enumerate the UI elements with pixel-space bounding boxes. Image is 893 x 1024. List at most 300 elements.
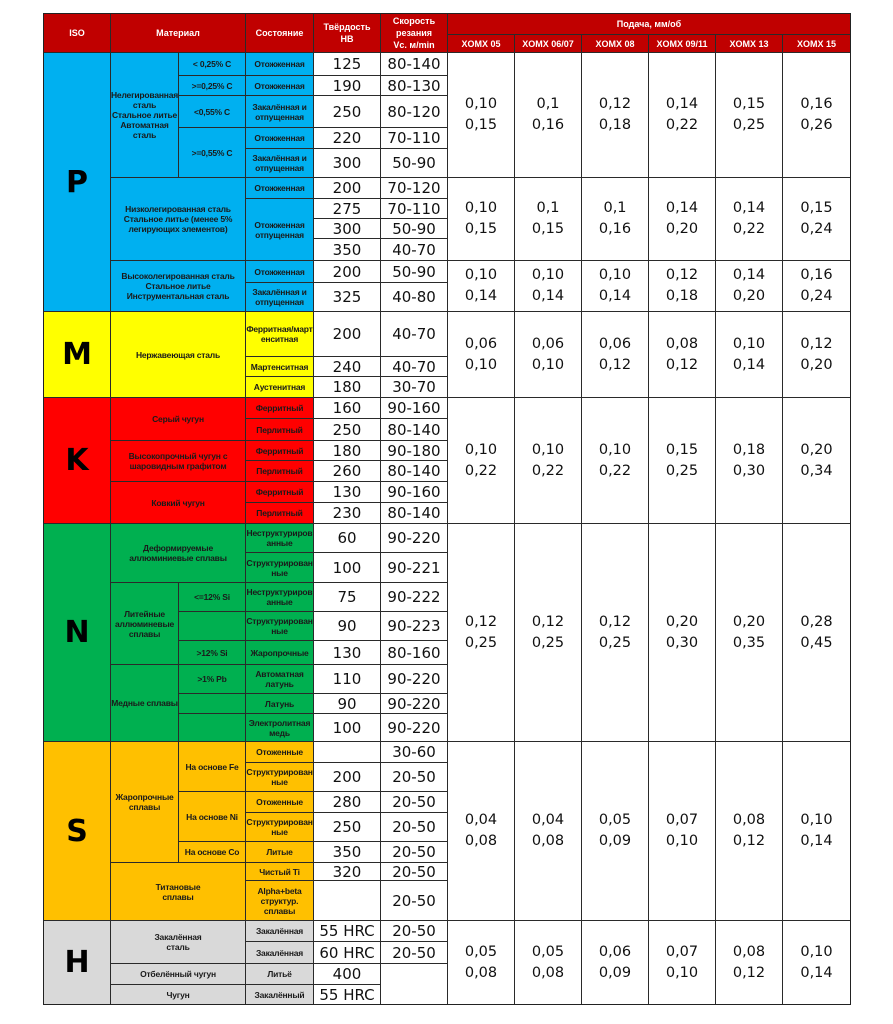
state-cell — [245, 963, 314, 985]
hardness-cell-text: 90 — [337, 617, 357, 635]
feed-min: 0,20 — [800, 441, 833, 458]
feed-max: 0,22 — [665, 117, 699, 133]
speed-cell-text: 80-160 — [387, 643, 441, 662]
feed-min: 0,20 — [732, 613, 766, 630]
speed-cell-text: 90-220 — [387, 718, 441, 737]
speed-cell — [380, 218, 448, 239]
hardness-cell — [313, 791, 381, 813]
feed-cell — [514, 311, 582, 398]
subgroup-cell — [178, 95, 246, 128]
subgroup-cell-text: >12% Si — [196, 647, 228, 658]
speed-cell — [380, 502, 448, 524]
hardness-cell-text: 325 — [332, 288, 362, 306]
feed-cell — [715, 260, 783, 312]
hardness-cell — [313, 713, 381, 742]
hardness-cell — [313, 52, 381, 76]
hardness-cell — [313, 502, 381, 524]
iso-letter-h-text: H — [64, 945, 90, 980]
state-cell-text: Аустенитная — [253, 382, 306, 392]
feed-max: 0,18 — [665, 288, 699, 304]
hardness-cell-text: 190 — [332, 76, 362, 95]
material-cell-text: Закалённая сталь — [154, 932, 202, 952]
hardness-cell — [313, 440, 381, 461]
speed-cell-text: 20-50 — [392, 843, 436, 861]
state-cell — [245, 440, 314, 461]
header-feed-column-text: XOMX 08 — [595, 38, 635, 49]
state-cell-text: Отожженная — [254, 133, 305, 143]
state-cell-text: Закалённая и отпущенная — [252, 101, 307, 122]
speed-cell-text: 20-50 — [392, 922, 436, 940]
feed-max: 0,20 — [665, 221, 699, 237]
state-cell-text: Ферритный — [255, 445, 304, 456]
speed-cell-text: 80-140 — [387, 420, 441, 439]
hardness-cell-text: 250 — [332, 420, 362, 439]
state-cell-text: Литьё — [267, 969, 292, 979]
material-cell-text: Серый чугун — [152, 414, 204, 424]
state-cell — [245, 177, 314, 199]
feed-cell — [581, 397, 649, 524]
iso-letter-s — [43, 741, 111, 921]
subgroup-cell-text: <=12% Si — [194, 592, 230, 602]
hardness-cell-text: 230 — [332, 504, 362, 522]
state-cell-text: Мартенситная — [250, 361, 309, 372]
material-cell — [110, 440, 246, 482]
iso-letter-k-text: K — [65, 443, 89, 478]
hardness-cell — [313, 260, 381, 283]
state-cell-text: Автоматная латунь — [255, 669, 304, 689]
feed-min: 0,12 — [464, 613, 498, 630]
state-cell-text: Жаропрочные — [250, 647, 309, 658]
state-cell — [245, 198, 314, 261]
header-feed-column — [648, 34, 716, 53]
feed-max: 0,08 — [531, 833, 565, 849]
speed-cell-text: 90-220 — [387, 529, 441, 547]
state-cell-text: Электролитная медь — [248, 717, 311, 738]
feed-min: 0,10 — [732, 335, 766, 352]
iso-letter-h — [43, 920, 111, 1005]
iso-letter-k — [43, 397, 111, 524]
feed-max: 0,30 — [665, 634, 699, 651]
speed-cell — [380, 311, 448, 357]
hardness-cell — [313, 75, 381, 96]
header-feed-text: Подача, мм/об — [616, 19, 682, 29]
state-cell-text: Закалённая и отпущенная — [252, 153, 307, 173]
state-cell — [245, 611, 314, 641]
header-state — [245, 13, 314, 53]
hardness-cell-text: 75 — [337, 588, 357, 606]
speed-cell — [380, 356, 448, 377]
state-cell-text: Неструктурированные — [246, 587, 313, 607]
material-cell-text: Деформируемые аллюминиевые сплавы — [129, 543, 227, 563]
speed-cell-text: 80-140 — [387, 462, 441, 480]
hardness-cell-text: 55 HRC — [319, 922, 375, 940]
hardness-cell-text: 300 — [332, 219, 362, 238]
state-cell — [245, 693, 314, 714]
feed-cell — [782, 523, 851, 742]
hardness-cell — [313, 841, 381, 863]
header-material — [110, 13, 246, 53]
state-cell-text: Отожженная — [254, 266, 305, 277]
feed-cell — [581, 920, 649, 1005]
state-cell — [245, 741, 314, 763]
feed-min: 0,18 — [732, 441, 766, 458]
speed-cell-text: 40-70 — [392, 240, 436, 259]
feed-max: 0,12 — [598, 356, 632, 373]
state-cell — [245, 713, 314, 742]
header-state-text: Состояние — [255, 28, 304, 38]
state-cell-text: Отожженная отпущенная — [254, 219, 305, 240]
state-cell — [245, 664, 314, 694]
material-cell-text: Титановые сплавы — [155, 881, 201, 902]
hardness-cell — [313, 238, 381, 261]
feed-cell — [715, 920, 783, 1005]
feed-min: 0,04 — [464, 812, 498, 828]
state-cell-text: Перлитный — [256, 466, 303, 476]
feed-max: 0,20 — [732, 288, 766, 304]
feed-cell — [648, 741, 716, 921]
speed-cell-text: 80-140 — [387, 504, 441, 522]
feed-cell — [447, 177, 515, 261]
material-cell-text: Нержавеющая сталь — [135, 349, 221, 360]
hardness-cell-text: 100 — [332, 718, 362, 737]
feed-min: 0,06 — [531, 335, 565, 352]
material-cell-text: Отбелённый чугун — [140, 969, 216, 979]
header-feed-column-text: XOMX 09/11 — [656, 38, 708, 49]
hardness-cell-text: 250 — [332, 102, 362, 121]
hardness-cell — [313, 640, 381, 665]
hardness-cell-text: 280 — [332, 793, 362, 811]
feed-min: 0,10 — [464, 200, 498, 216]
hardness-cell-text: 400 — [332, 965, 362, 983]
speed-cell-text: 70-110 — [387, 129, 441, 147]
feed-max: 0,22 — [464, 462, 498, 479]
hardness-cell — [313, 880, 381, 921]
speed-cell — [380, 238, 448, 261]
hardness-cell — [313, 741, 381, 763]
speed-cell-text: 50-90 — [392, 262, 436, 281]
state-cell — [245, 148, 314, 178]
subgroup-cell-text: >=0,25% C — [191, 80, 233, 91]
hardness-cell-text: 250 — [332, 818, 362, 836]
speed-cell-text: 70-120 — [387, 179, 441, 197]
feed-cell — [581, 52, 649, 178]
hardness-cell-text: 200 — [332, 262, 362, 281]
hardness-cell-text: 180 — [332, 441, 362, 460]
feed-min: 0,05 — [598, 812, 632, 828]
subgroup-cell-text: >1% Pb — [197, 674, 227, 684]
speed-cell — [380, 812, 448, 842]
material-cell — [110, 963, 246, 985]
state-cell — [245, 862, 314, 881]
speed-cell-text: 90-160 — [387, 399, 441, 417]
state-cell-text: Литые — [266, 847, 293, 857]
feed-max: 0,12 — [665, 356, 699, 373]
feed-max: 0,34 — [800, 462, 833, 479]
speed-cell-text: 20-50 — [392, 793, 436, 811]
feed-cell — [648, 52, 716, 178]
speed-cell — [380, 640, 448, 665]
feed-max: 0,25 — [598, 634, 632, 651]
subgroup-cell — [178, 713, 246, 742]
iso-letter-p — [43, 52, 111, 312]
speed-cell — [380, 791, 448, 813]
subgroup-cell — [178, 127, 246, 178]
speed-cell-text: 90-222 — [387, 588, 441, 606]
hardness-cell — [313, 611, 381, 641]
hardness-cell-text: 100 — [332, 558, 362, 577]
speed-cell — [380, 52, 448, 76]
iso-letter-n-text: N — [64, 615, 90, 650]
feed-min: 0,07 — [665, 812, 699, 828]
material-cell — [110, 984, 246, 1005]
material-cell-text: Высоколегированная сталь Стальное литье Инструментальная сталь — [121, 271, 235, 301]
hardness-cell-text: 130 — [332, 483, 362, 501]
header-speed-text: Скорость резания Vc. м/min — [392, 16, 436, 50]
feed-max: 0,22 — [732, 221, 766, 237]
hardness-cell-text: 320 — [332, 862, 362, 881]
hardness-cell — [313, 397, 381, 419]
state-cell — [245, 920, 314, 942]
feed-min: 0,05 — [531, 943, 565, 960]
header-feed-column — [715, 34, 783, 53]
speed-cell — [380, 282, 448, 312]
speed-cell — [380, 148, 448, 178]
feed-max: 0,09 — [598, 964, 632, 981]
speed-cell — [380, 693, 448, 714]
state-cell — [245, 640, 314, 665]
material-cell — [110, 862, 246, 921]
speed-cell — [380, 741, 448, 763]
subgroup-cell — [178, 693, 246, 714]
feed-cell — [447, 920, 515, 1005]
hardness-cell — [313, 693, 381, 714]
speed-cell — [380, 440, 448, 461]
state-cell-text: Латунь — [264, 698, 295, 709]
header-feed-column — [782, 34, 851, 53]
hardness-cell — [313, 198, 381, 219]
speed-cell-text: 20-50 — [392, 818, 436, 836]
feed-cell — [514, 260, 582, 312]
feed-cell — [447, 260, 515, 312]
feed-cell — [447, 52, 515, 178]
state-cell — [245, 260, 314, 283]
speed-cell — [380, 481, 448, 503]
speed-cell — [380, 75, 448, 96]
material-cell — [110, 664, 179, 742]
feed-max: 0,08 — [531, 964, 565, 981]
speed-cell-text: 70-110 — [387, 199, 441, 218]
state-cell — [245, 460, 314, 482]
iso-letter-m — [43, 311, 111, 398]
hardness-cell-text: 90 — [337, 694, 357, 713]
speed-cell — [380, 552, 448, 583]
feed-max: 0,09 — [598, 833, 632, 849]
feed-max: 0,14 — [800, 964, 833, 981]
speed-cell — [380, 941, 448, 964]
state-cell — [245, 127, 314, 149]
speed-cell-text: 30-60 — [392, 743, 436, 761]
feed-max: 0,12 — [732, 964, 766, 981]
iso-letter-m-text: M — [62, 337, 92, 372]
hardness-cell — [313, 481, 381, 503]
hardness-cell-text: 240 — [332, 357, 362, 376]
hardness-cell-text: 200 — [332, 179, 362, 197]
header-feed-column — [514, 34, 582, 53]
feed-max: 0,16 — [598, 221, 632, 237]
feed-min: 0,10 — [464, 441, 498, 458]
state-cell — [245, 52, 314, 76]
feed-cell — [514, 920, 582, 1005]
material-cell-text: Медные сплавы — [111, 698, 178, 708]
feed-min: 0,08 — [732, 812, 766, 828]
feed-cell — [782, 741, 851, 921]
hardness-cell-text: 350 — [332, 240, 362, 259]
state-cell — [245, 311, 314, 357]
speed-cell — [380, 762, 448, 792]
feed-max: 0,18 — [598, 117, 632, 133]
speed-cell — [380, 582, 448, 612]
hardness-cell — [313, 460, 381, 482]
subgroup-cell — [178, 791, 246, 842]
feed-max: 0,16 — [531, 117, 565, 133]
feed-cell — [648, 397, 716, 524]
header-feed-column — [581, 34, 649, 53]
feed-cell — [581, 177, 649, 261]
state-cell-text: Ферритная/мартенситная — [246, 324, 313, 344]
feed-max: 0,08 — [464, 833, 498, 849]
material-cell-text: Ковкий чугун — [151, 497, 205, 508]
hardness-cell — [313, 282, 381, 312]
state-cell — [245, 812, 314, 842]
hardness-cell — [313, 664, 381, 694]
state-cell — [245, 552, 314, 583]
speed-cell — [380, 127, 448, 149]
feed-cell — [447, 523, 515, 742]
subgroup-cell — [178, 741, 246, 792]
material-cell — [110, 920, 246, 964]
hardness-cell — [313, 311, 381, 357]
state-cell-text: Закалённая — [255, 947, 304, 958]
feed-cell — [514, 741, 582, 921]
hardness-cell-text: 260 — [332, 462, 362, 480]
feed-max: 0,20 — [800, 356, 833, 373]
speed-cell-text: 90-160 — [387, 483, 441, 501]
feed-max: 0,14 — [800, 833, 833, 849]
header-feed — [447, 13, 851, 35]
feed-max: 0,45 — [800, 634, 833, 651]
feed-min: 0,06 — [464, 335, 498, 352]
hardness-cell — [313, 218, 381, 239]
hardness-cell — [313, 812, 381, 842]
feed-min: 0,08 — [732, 943, 766, 960]
state-cell-text: Отоженные — [256, 747, 303, 757]
hardness-cell-text: 160 — [332, 399, 362, 417]
feed-cell — [782, 177, 851, 261]
speed-cell-text: 30-70 — [392, 378, 436, 396]
feed-cell — [648, 920, 716, 1005]
feed-max: 0,30 — [732, 462, 766, 479]
feed-min: 0,12 — [665, 267, 699, 283]
feed-max: 0,26 — [800, 117, 833, 133]
feed-max: 0,25 — [732, 117, 766, 133]
feed-min: 0,10 — [531, 267, 565, 283]
material-cell-text: Литейные аллюминевые сплавы — [114, 608, 175, 639]
speed-cell — [380, 260, 448, 283]
state-cell-text: Ферритный — [255, 487, 304, 497]
hardness-cell — [313, 356, 381, 377]
header-hardness-text: Твёрдость НВ — [323, 22, 371, 44]
feed-max: 0,08 — [464, 964, 498, 981]
feed-min: 0,1 — [603, 200, 627, 216]
hardness-cell-text: 200 — [332, 768, 362, 786]
material-cell-text: Низколегированная сталь Стальное литье (менее 5% легирующих элементов) — [123, 204, 233, 234]
state-cell-text: Перлитный — [256, 424, 303, 435]
state-cell — [245, 481, 314, 503]
material-cell — [110, 52, 179, 178]
feed-cell — [648, 177, 716, 261]
state-cell-text: Закалённая и отпущенная — [252, 287, 307, 307]
feed-cell — [581, 311, 649, 398]
state-cell — [245, 941, 314, 964]
state-cell — [245, 880, 314, 921]
speed-cell-text: 90-223 — [387, 617, 441, 635]
speed-cell-text: 90-220 — [387, 670, 441, 688]
material-cell-text: Жаропрочные сплавы — [115, 792, 174, 812]
hardness-cell — [313, 127, 381, 149]
state-cell — [245, 762, 314, 792]
subgroup-cell — [178, 664, 246, 694]
hardness-cell — [313, 862, 381, 881]
feed-max: 0,10 — [665, 833, 699, 849]
feed-cell — [514, 397, 582, 524]
subgroup-cell — [178, 640, 246, 665]
feed-min: 0,16 — [800, 96, 833, 112]
speed-cell — [380, 664, 448, 694]
feed-min: 0,14 — [665, 96, 699, 112]
hardness-cell-text: 125 — [332, 55, 362, 73]
hardness-cell — [313, 552, 381, 583]
subgroup-cell — [178, 611, 246, 641]
hardness-cell-text: 110 — [332, 670, 362, 688]
feed-min: 0,10 — [800, 812, 833, 828]
feed-max: 0,22 — [598, 462, 632, 479]
state-cell — [245, 356, 314, 377]
state-cell — [245, 502, 314, 524]
feed-max: 0,25 — [464, 634, 498, 651]
feed-min: 0,16 — [800, 267, 833, 283]
feed-cell — [715, 523, 783, 742]
feed-min: 0,12 — [598, 96, 632, 112]
hardness-cell — [313, 376, 381, 398]
feed-min: 0,14 — [665, 200, 699, 216]
feed-min: 0,12 — [598, 613, 632, 630]
feed-max: 0,14 — [464, 288, 498, 304]
state-cell-text: Отожженная — [254, 183, 305, 193]
speed-cell-text: 90-180 — [387, 441, 441, 460]
feed-min: 0,15 — [665, 441, 699, 458]
feed-cell — [514, 177, 582, 261]
feed-cell — [447, 397, 515, 524]
feed-cell — [715, 52, 783, 178]
speed-cell — [380, 880, 448, 921]
speed-cell — [380, 920, 448, 942]
header-hardness — [313, 13, 381, 53]
feed-max: 0,10 — [531, 356, 565, 373]
hardness-cell — [313, 920, 381, 942]
feed-min: 0,06 — [598, 943, 632, 960]
feed-cell — [648, 523, 716, 742]
header-feed-column-text: XOMX 15 — [796, 38, 836, 49]
